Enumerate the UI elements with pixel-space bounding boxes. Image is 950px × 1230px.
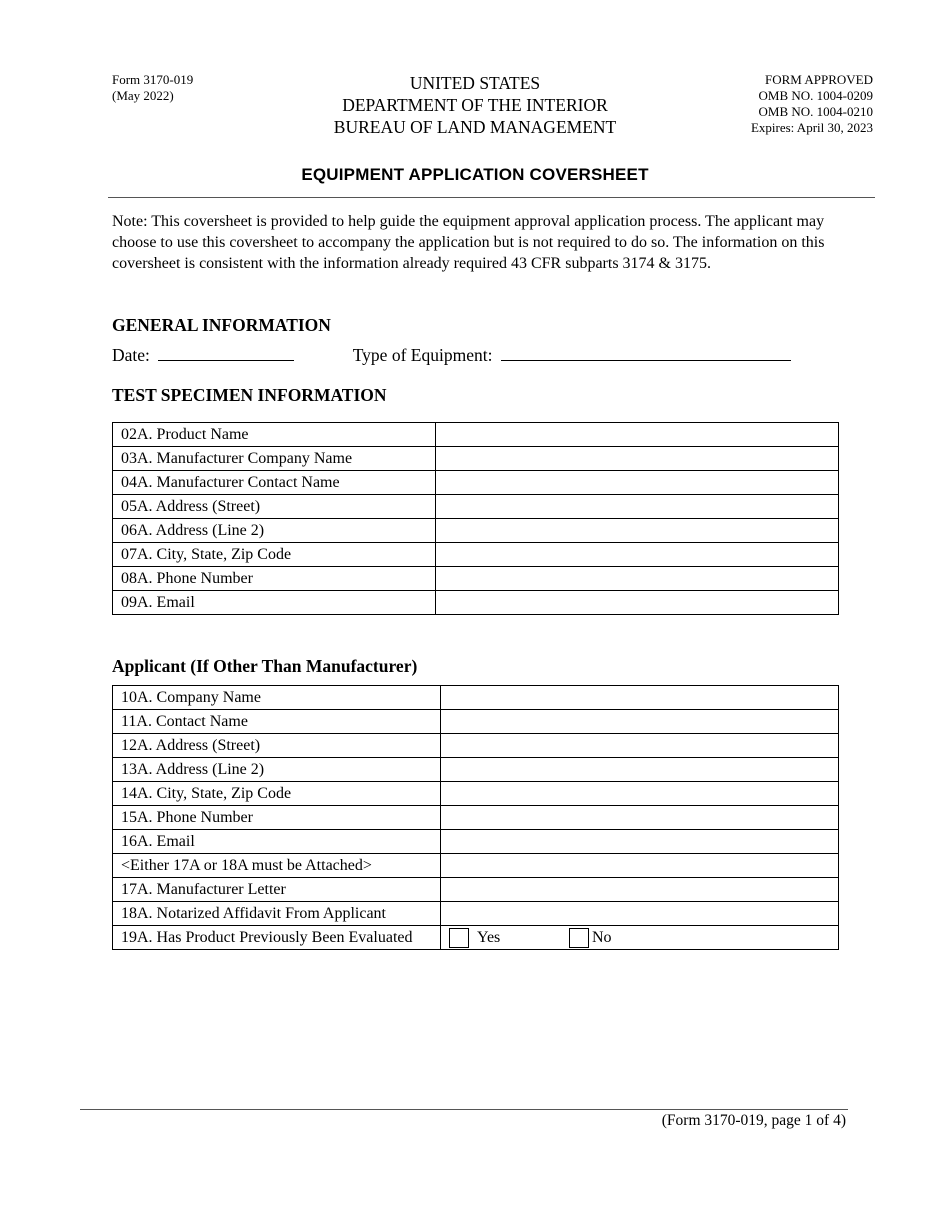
table-row (113, 878, 839, 902)
equipment-type-label: Type of Equipment: (352, 345, 493, 365)
field-label: 05A. Address (Street) (113, 495, 436, 519)
field-label: 13A. Address (Line 2) (113, 758, 441, 782)
equipment-type-field[interactable] (501, 343, 791, 361)
table-row (113, 782, 839, 806)
field-value-input[interactable] (441, 806, 839, 830)
field-label: 03A. Manufacturer Company Name (113, 447, 436, 471)
no-label: No (592, 929, 612, 946)
field-label: 10A. Company Name (113, 686, 441, 710)
table-row (113, 423, 839, 447)
field-label: 08A. Phone Number (113, 567, 436, 591)
field-value-input[interactable] (436, 495, 839, 519)
table-row (113, 854, 839, 878)
note-paragraph: Note: This coversheet is provided to help guide the equipment approval application process. The applicant may choose to use this coversheet to accompany the application but is not required to do so. The information on this coversheet is consistent with the information already required 43 CFR subparts 3174 & 3175. (112, 213, 825, 272)
agency-line-3: BUREAU OF LAND MANAGEMENT (333, 117, 617, 137)
agency-line-2: DEPARTMENT OF THE INTERIOR (342, 95, 608, 115)
field-value-input[interactable] (441, 710, 839, 734)
approval-line-1: FORM APPROVED (764, 72, 873, 87)
yes-label: Yes (477, 929, 501, 946)
yes-checkbox[interactable] (449, 928, 469, 948)
general-information-line (112, 343, 791, 366)
agency-line-1: UNITED STATES (409, 73, 541, 93)
evaluated-choice (441, 926, 839, 950)
field-value-input[interactable] (436, 519, 839, 543)
field-value-input[interactable] (441, 782, 839, 806)
table-row (113, 926, 839, 950)
field-label: 06A. Address (Line 2) (113, 519, 436, 543)
date-label: Date: (112, 345, 150, 365)
table-row (113, 567, 839, 591)
field-label: 15A. Phone Number (113, 806, 441, 830)
agency-header (300, 72, 650, 138)
field-value-input[interactable] (441, 830, 839, 854)
field-label: 16A. Email (113, 830, 441, 854)
table-row (113, 495, 839, 519)
field-value-input[interactable] (441, 758, 839, 782)
table-row (113, 591, 839, 615)
table-row (113, 519, 839, 543)
approval-line-3: OMB NO. 1004-0210 (758, 104, 873, 119)
table-row (113, 471, 839, 495)
page-footer: (Form 3170-019, page 1 of 4) (661, 1112, 846, 1129)
table-row (113, 806, 839, 830)
table-row (113, 710, 839, 734)
field-value-input[interactable] (436, 447, 839, 471)
field-value-input[interactable] (441, 878, 839, 902)
test-specimen-heading: TEST SPECIMEN INFORMATION (112, 385, 387, 405)
field-label: 07A. City, State, Zip Code (113, 543, 436, 567)
field-label: 09A. Email (113, 591, 436, 615)
test-specimen-table (112, 422, 839, 615)
field-label: 12A. Address (Street) (113, 734, 441, 758)
approval-line-4: Expires: April 30, 2023 (750, 120, 873, 135)
table-row (113, 686, 839, 710)
field-label: 17A. Manufacturer Letter (113, 878, 441, 902)
field-label: 14A. City, State, Zip Code (113, 782, 441, 806)
form-number: Form 3170-019 (112, 72, 194, 87)
field-value-input[interactable] (436, 543, 839, 567)
table-row (113, 902, 839, 926)
field-label: 04A. Manufacturer Contact Name (113, 471, 436, 495)
date-field[interactable] (158, 343, 294, 361)
field-value-input[interactable] (436, 591, 839, 615)
field-value-input[interactable] (441, 854, 839, 878)
footer-divider (80, 1109, 848, 1110)
approval-line-2: OMB NO. 1004-0209 (758, 88, 873, 103)
field-label: 18A. Notarized Affidavit From Applicant (113, 902, 441, 926)
field-label: 02A. Product Name (113, 423, 436, 447)
page-title: EQUIPMENT APPLICATION COVERSHEET (301, 165, 649, 184)
field-value-input[interactable] (441, 686, 839, 710)
applicant-table (112, 685, 839, 950)
title-divider (108, 197, 875, 198)
table-row (113, 734, 839, 758)
table-row (113, 830, 839, 854)
form-identifier (112, 72, 193, 104)
field-value-input[interactable] (441, 902, 839, 926)
field-label: <Either 17A or 18A must be Attached> (113, 854, 441, 878)
general-information-heading: GENERAL INFORMATION (112, 315, 331, 335)
table-row (113, 758, 839, 782)
omb-approval (751, 72, 873, 136)
form-date: (May 2022) (112, 88, 174, 103)
field-value-input[interactable] (441, 734, 839, 758)
field-value-input[interactable] (436, 423, 839, 447)
table-row (113, 447, 839, 471)
field-label: 11A. Contact Name (113, 710, 441, 734)
field-value-input[interactable] (436, 567, 839, 591)
applicant-heading: Applicant (If Other Than Manufacturer) (112, 656, 418, 676)
no-checkbox[interactable] (569, 928, 589, 948)
table-row (113, 543, 839, 567)
field-label: 19A. Has Product Previously Been Evaluated (113, 926, 441, 950)
field-value-input[interactable] (436, 471, 839, 495)
